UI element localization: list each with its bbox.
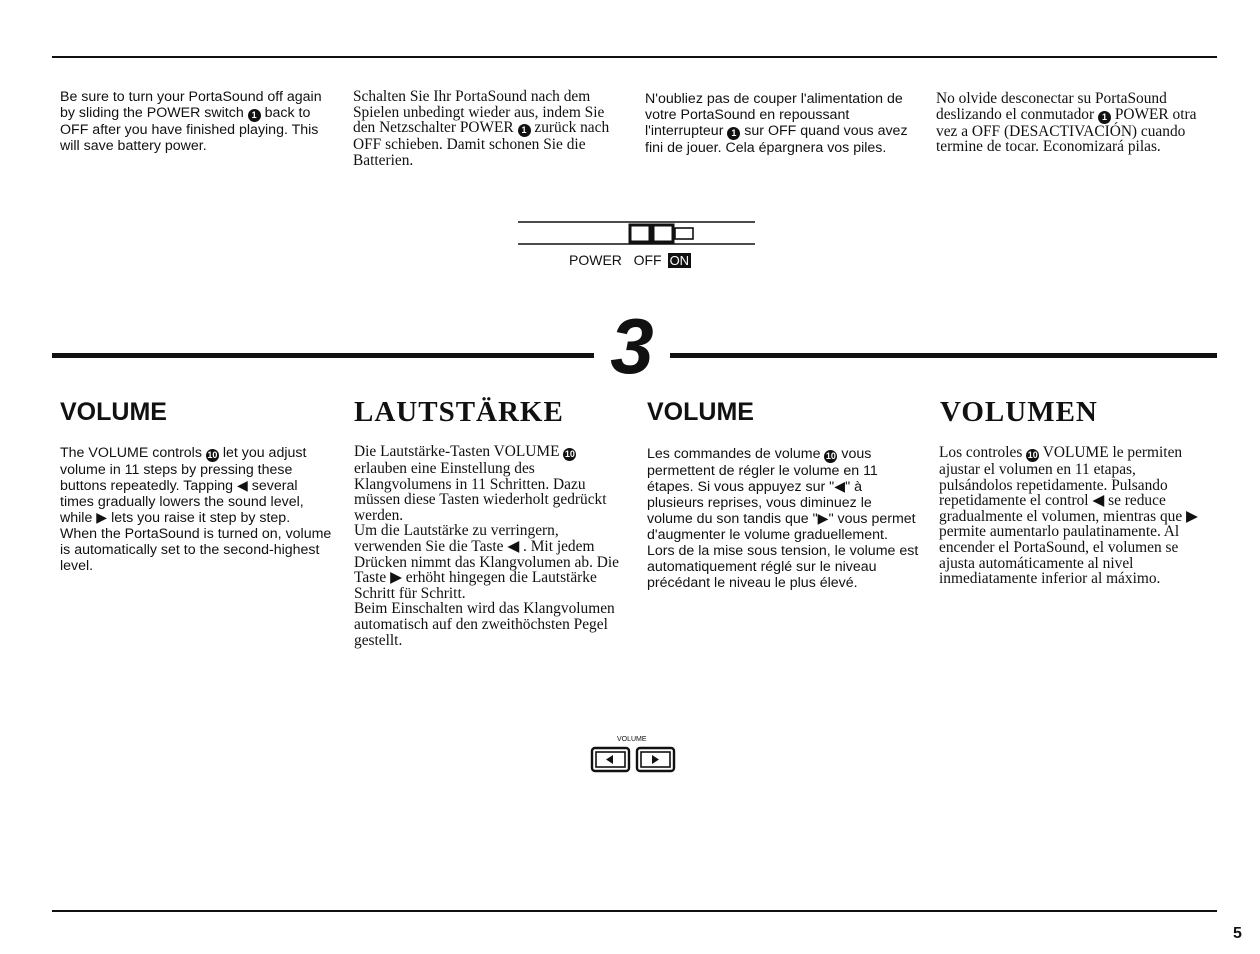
power-text-en: Be sure to turn your PortaSound off again by sliding the POWER switch 1 back to OFF after you have finished playing. This will save battery power. (60, 89, 322, 154)
heading-volume-de: LAUTSTÄRKE (354, 396, 564, 428)
off-label: OFF (633, 252, 662, 268)
volume-text-es: Los controles 10 VOLUME le permiten ajustar el volumen en 11 etapas, pulsándolos repetidamente. Pulsando repetidamente el control ◀ se reduce gradualmente el volumen, mientras que ▶ permite aumentarlo paulatinamente. Al encender el PortaSound, el volumen se ajusta automáticamente al nivel inmediatamente inferior al máximo. (939, 444, 1198, 588)
switch-marker-icon: 1 (1098, 111, 1111, 124)
page-number: 5 (1233, 925, 1242, 942)
volume-marker-icon: 10 (1027, 450, 1038, 460)
power-label: POWER (569, 252, 622, 268)
power-text-es: No olvide desconectar su PortaSound deslizando el conmutador 1 POWER otra vez a OFF (DESACTIVACIÓN) cuando termine de tocar. Economizará pilas. (936, 90, 1197, 156)
switch-marker-icon: 1 (518, 124, 531, 137)
heading-volume-en: VOLUME (60, 398, 167, 426)
section-divider-right (655, 353, 1217, 358)
section-number: 3 (594, 308, 670, 384)
power-text-de: Schalten Sie Ihr PortaSound nach dem Spielen unbedingt wieder aus, indem Sie den Netzschalter POWER 1 zurück nach OFF schieben. Damit schonen Sie die Batterien. (353, 88, 610, 169)
volume-buttons-illustration (590, 746, 680, 774)
heading-volume-fr: VOLUME (647, 398, 754, 426)
section-divider-left (52, 353, 612, 358)
power-switch-labels (569, 252, 691, 268)
switch-marker-icon: 1 (248, 109, 261, 122)
power-text-fr: N'oubliez pas de couper l'alimentation de votre PortaSound en repoussant l'interrupteur 1 sur OFF quand vous avez fini de jouer. Cela épargnera vos piles. (645, 91, 908, 156)
volume-buttons-label: VOLUME (617, 736, 647, 743)
top-rule (52, 56, 1217, 58)
volume-marker-icon: 10 (825, 451, 836, 461)
heading-volume-es: VOLUMEN (940, 396, 1098, 428)
volume-text-de: Die Lautstärke-Tasten VOLUME 10 erlauben eine Einstellung des Klangvolumens in 11 Schritten. Dazu müssen diese Tasten wiederholt gedrückt werden. Um die Lautstärke zu verringern, verwenden Sie die Taste ◀ . Mit jedem Drücken nimmt das Klangvolumen ab. Die Taste ▶ erhöht hingegen die Lautstärke Schritt für Schritt. Beim Einschalten wird das Klangvolumen automatisch auf den zweithöchsten Pegel gestellt. (354, 443, 619, 649)
volume-text-en: The VOLUME controls 10 let you adjust volume in 11 steps by pressing these buttons repeatedly. Tapping ◀ several times gradually lowers the sound level, while ▶ lets you raise it step by step. When the PortaSound is turned on, volume is automatically set to the second-highest level. (60, 445, 332, 574)
power-switch-illustration (515, 215, 760, 251)
bottom-rule (52, 910, 1217, 912)
volume-marker-icon: 10 (564, 449, 575, 459)
volume-marker-icon: 10 (207, 450, 218, 460)
volume-text-fr: Les commandes de volume 10 vous permettent de régler le volume en 11 étapes. Si vous appuyez sur "◀" à plusieurs reprises, vous diminuez le volume du son tandis que "▶" vous permet d'augmenter le volume graduellement. Lors de la mise sous tension, le volume est automatiquement réglé sur le niveau précédant le niveau le plus élevé. (647, 446, 919, 591)
on-label: ON (669, 253, 690, 268)
switch-marker-icon: 1 (727, 127, 740, 140)
